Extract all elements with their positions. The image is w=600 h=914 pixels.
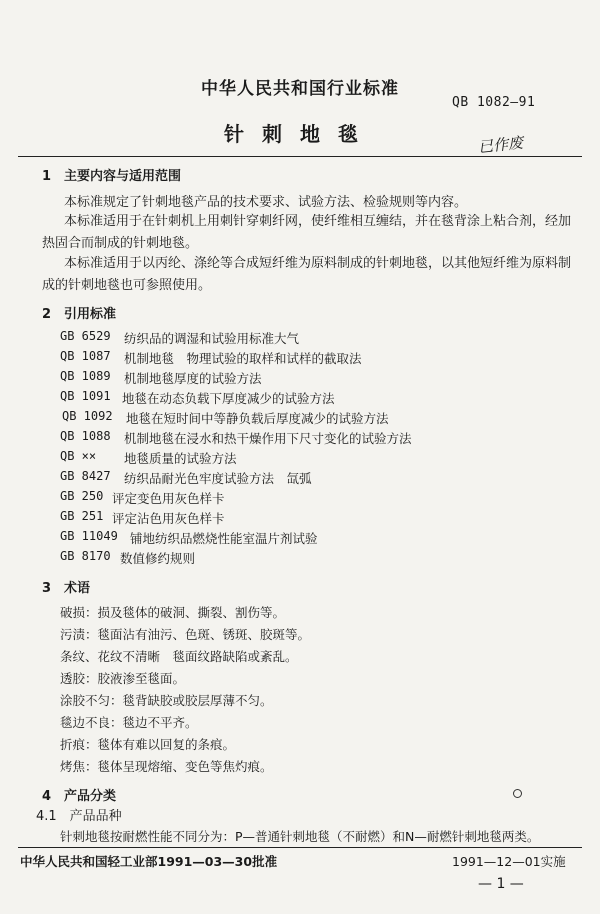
ref-code: QB 1089	[60, 369, 111, 383]
ref-title: 机制地毯厚度的试验方法	[124, 371, 262, 386]
term-item: 涂胶不匀：毯背缺胶或胶层厚薄不匀。	[60, 693, 273, 708]
ref-code: GB 6529	[60, 329, 111, 343]
ref-title: 纺织品的调湿和试验用标准大气	[124, 331, 300, 346]
document-title: 针刺地毯	[224, 122, 376, 146]
ref-title: 评定沾色用灰色样卡	[112, 511, 225, 526]
ref-title: 评定变色用灰色样卡	[112, 491, 225, 506]
section-1-para-3: 本标准适用于以丙纶、涤纶等合成短纤维为原料制成的针刺地毯，以其他短纤维为原料制成的针刺地毯也可参照使用。	[42, 256, 572, 293]
ref-title: 纺织品耐光色牢度试验方法 氙弧	[124, 471, 312, 486]
circle-mark	[513, 789, 522, 798]
ref-code: QB 1092	[62, 409, 113, 423]
term-item: 破损：损及毯体的破洞、撕裂、割伤等。	[60, 605, 286, 620]
ref-title: 地毯在短时间中等静负载后厚度减少的试验方法	[126, 411, 389, 426]
ref-code: GB 11049	[60, 529, 118, 543]
term-item: 条纹、花纹不清晰 毯面纹路缺陷或紊乱。	[60, 649, 298, 664]
section-3-heading: 3 术语	[42, 581, 91, 596]
term-item: 污渍：毯面沾有油污、色斑、锈斑、胶斑等。	[60, 627, 311, 642]
term-item: 透胶：胶液渗至毯面。	[60, 671, 186, 686]
term-item: 折痕：毯体有难以回复的条痕。	[60, 737, 236, 752]
approval-line: 中华人民共和国轻工业部1991—03—30批准	[20, 854, 278, 869]
ref-title: 数值修约规则	[120, 551, 196, 566]
implementation-date: 1991—12—01实施	[452, 854, 566, 869]
ref-title: 铺地纺织品燃烧性能室温片剂试验	[130, 531, 318, 546]
ref-title: 机制地毯在浸水和热干燥作用下尺寸变化的试验方法	[124, 431, 412, 446]
section-1-heading: 1 主要内容与适用范围	[42, 169, 182, 184]
ref-code: QB 1088	[60, 429, 111, 443]
ref-code: GB 8170	[60, 549, 111, 563]
ref-code: GB 251	[60, 509, 104, 523]
ref-code: GB 8427	[60, 469, 111, 483]
footer-divider	[18, 847, 582, 848]
section-1-para-1: 本标准规定了针刺地毯产品的技术要求、试验方法、检验规则等内容。	[64, 195, 468, 210]
section-2-heading: 2 引用标准	[42, 307, 117, 322]
standard-number: QB 1082—91	[452, 95, 536, 110]
section-1-para-2: 本标准适用于在针刺机上用刺针穿刺纤网，使纤维相互缠结，并在毯背涂上粘合剂，经加热固合而制成的针刺地毯。	[42, 214, 572, 251]
ref-code: QB 1087	[60, 349, 111, 363]
ref-code: GB 250	[60, 489, 104, 503]
ref-code: QB 1091	[60, 389, 111, 403]
issuing-agency: 中华人民共和国行业标准	[201, 79, 399, 99]
section-4-heading: 4 产品分类	[42, 789, 117, 804]
ref-title: 机制地毯 物理试验的取样和试样的截取法	[124, 351, 362, 366]
page-number: — 1 —	[478, 876, 524, 892]
handwritten-note: 已作废	[477, 133, 524, 157]
ref-title: 地毯质量的试验方法	[124, 451, 237, 466]
section-4-1-heading: 4.1 产品品种	[36, 809, 122, 824]
section-4-1-text: 针刺地毯按耐燃性能不同分为：P—普通针刺地毯（不耐燃）和N—耐燃针刺地毯两类。	[60, 829, 540, 844]
ref-code: QB ××	[60, 449, 97, 463]
term-item: 烤焦：毯体呈现熔缩、变色等焦灼痕。	[60, 759, 273, 774]
term-item: 毯边不良：毯边不平齐。	[60, 715, 198, 730]
header-divider	[18, 156, 582, 157]
ref-title: 地毯在动态负载下厚度减少的试验方法	[122, 391, 335, 406]
